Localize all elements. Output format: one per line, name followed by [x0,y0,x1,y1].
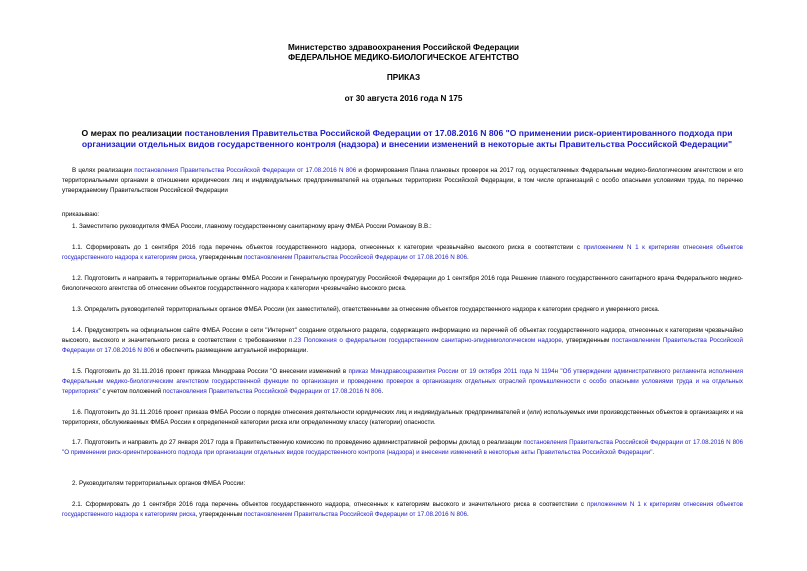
title-prefix: О мерах по реализации [81,128,185,138]
regulation-p23-link[interactable]: п.23 Положения о федеральном государственном санитарно-эпидемиологическом надзоре [289,337,562,345]
paragraph-1: 1. Заместителю руководителя ФМБА России, главному государственному санитарному врачу ФМБА России Романову В.В.: [72,223,432,230]
ministry-name: Министерство здравоохранения Российской Федерации [287,43,520,52]
paragraph-1-6: 1.6. Подготовить до 31.11.2016 проект приказа ФМБА России о порядке отнесения деятельности юридических лиц и индивидуальных предпринимателей и (или) используемых ими производственных объектов в организациях и на территориях, обслуживаемых ФМБА России к определенной категории риска или определенному классу (категории) опасности. [62,409,743,427]
intro-resolution-link[interactable]: постановления Правительства Российской Федерации от 17.08.2016 N 806 [134,167,357,174]
appendix-1-link[interactable]: приложением N 1 к критериям отнесения объектов государственного надзора к категориям риска [62,244,743,262]
paragraph-1-4: 1.4. Предусмотреть на официальном сайте ФМБА России в сети "Интернет" создание отдельного раздела, содержащего информацию из перечней об объектах государственного надзора, отнесенных к категориям чрезвычайно высокого, высокого и значительного риска в соответствии с требованиями п.23 Положения о федеральном государственном санитарно-эпидемиологическом надзоре, утвержденным постановлением Правительства Российской Федерации от 17.08.2016 N 806 и обеспечить размещение актуальной информации. [62,327,743,355]
resolution-806-full-link[interactable]: постановления Правительства Российской Федерации от 17.08.2016 N 806 "О применении риск-ориентированного подхода при организации отдельных видов государственного контроля (надзора) и внесении изменений в некоторые акты Правительства Российской Федерации" [62,439,744,457]
order-1194n-link[interactable]: приказ Минздравсоцразвития России от 19 октября 2011 года N 1194н "Об утверждении административного регламента исполнения Федеральным медико-биологическим агентством государственной функции по организации и проведению проверок в организациях отдельных отраслей промышленности с особо опасными условиями труда и на отдельных территориях" [62,368,743,396]
paragraph-1-3: 1.3. Определить руководителей территориальных органов ФМБА России (их заместителей), ответственными за отнесение объектов государственного надзора к категории среднего и умеренного риска. [72,306,660,313]
paragraph-2: 2. Руководителям территориальных органов ФМБА России: [72,480,246,487]
resolution-806-link[interactable]: постановлением Правительства Российской Федерации от 17.08.2016 N 806 [244,254,467,262]
paragraph-1-7: 1.7. Подготовить и направить до 27 января 2017 года в Правительственную комиссию по проведению административной реформы доклад о реализации постановления Правительства Российской Федерации от 17.08.2016 N 806 "О применении риск-ориентированного подхода при организации отдельных видов государственного контроля (надзора) и внесении изменений в некоторые акты Правительства Российской Федерации". [62,439,744,457]
document-date: от 30 августа 2016 года N 175 [344,94,463,103]
resolution-806-link[interactable]: постановлением Правительства Российской Федерации от 17.08.2016 N 806 [244,511,467,519]
paragraph-1-2: 1.2. Подготовить и направить в территориальные органы ФМБА России и Генеральную прокуратуру Российской Федерации до 1 сентября 2016 года Решение главного государственного санитарного врача Федерального медико-биологического агентства об отнесении объектов государственного надзора к категории чрезвычайно высокого риска. [62,275,743,293]
resolution-806-link[interactable]: постановления Правительства Российской Федерации от 17.08.2016 N 806 [162,388,382,396]
paragraph-1-5: 1.5. Подготовить до 31.11.2016 проект приказа Минздрава России "О внесении изменений в приказ Минздравсоцразвития России от 19 октября 2011 года N 1194н "Об утверждении административного регламента исполнения Федеральным медико-биологическим агентством государственной функции по организации и проведению проверок в организациях отдельных отраслей промышленности с особо опасными условиями труда и на отдельных территориях" с учетом положений постановления Правительства Российской Федерации от 17.08.2016 N 806. [62,368,743,396]
resolution-806-link[interactable]: постановлением Правительства Российской Федерации от 17.08.2016 N 806 [62,337,743,355]
order-word: приказываю: [62,211,100,218]
agency-name: ФЕДЕРАЛЬНОЕ МЕДИКО-БИОЛОГИЧЕСКОЕ АГЕНТСТВО [288,53,519,62]
document-title [62,128,752,150]
intro-paragraph: В целях реализации постановления Правительства Российской Федерации от 17.08.2016 N 806 и формирования Плана плановых проверок на 2017 год, осуществляемых Федеральным медико-биологическим агентством и его территориальными органами в отношении юридических лиц и индивидуальных предпринимателей на отдельных территориях Российской Федерации, в том числе организаций с особо опасными условиями труда, по перечню утверждаемому Правительством Российской Федерации [62,167,743,195]
appendix-1-link[interactable]: приложением N 1 к критериям отнесения объектов государственного надзора к категориям риска [62,501,743,519]
paragraph-2-1: 2.1. Сформировать до 1 сентября 2016 года перечень объектов государственного надзора, отнесенных к категориям высокого и значительного риска в соответствии с приложением N 1 к критериям отнесения объектов государственного надзора к категориям риска, утвержденным постановлением Правительства Российской Федерации от 17.08.2016 N 806. [62,501,743,519]
paragraph-1-1: 1.1. Сформировать до 1 сентября 2016 года перечень объектов государственного надзора, отнесенных к категории чрезвычайно высокого риска в соответствии с приложением N 1 к критериям отнесения объектов государственного надзора к категориям риска, утвержденным постановлением Правительства Российской Федерации от 17.08.2016 N 806. [62,244,743,262]
document-type: ПРИКАЗ [386,73,421,82]
title-resolution-link[interactable]: постановления Правительства Российской Федерации от 17.08.2016 N 806 "О применении риск-ориентированного подхода при организации отдельных видов государственного контроля (надзора) и внесении изменений в некоторые акты Правительства Российской Федерации" [81,128,733,149]
